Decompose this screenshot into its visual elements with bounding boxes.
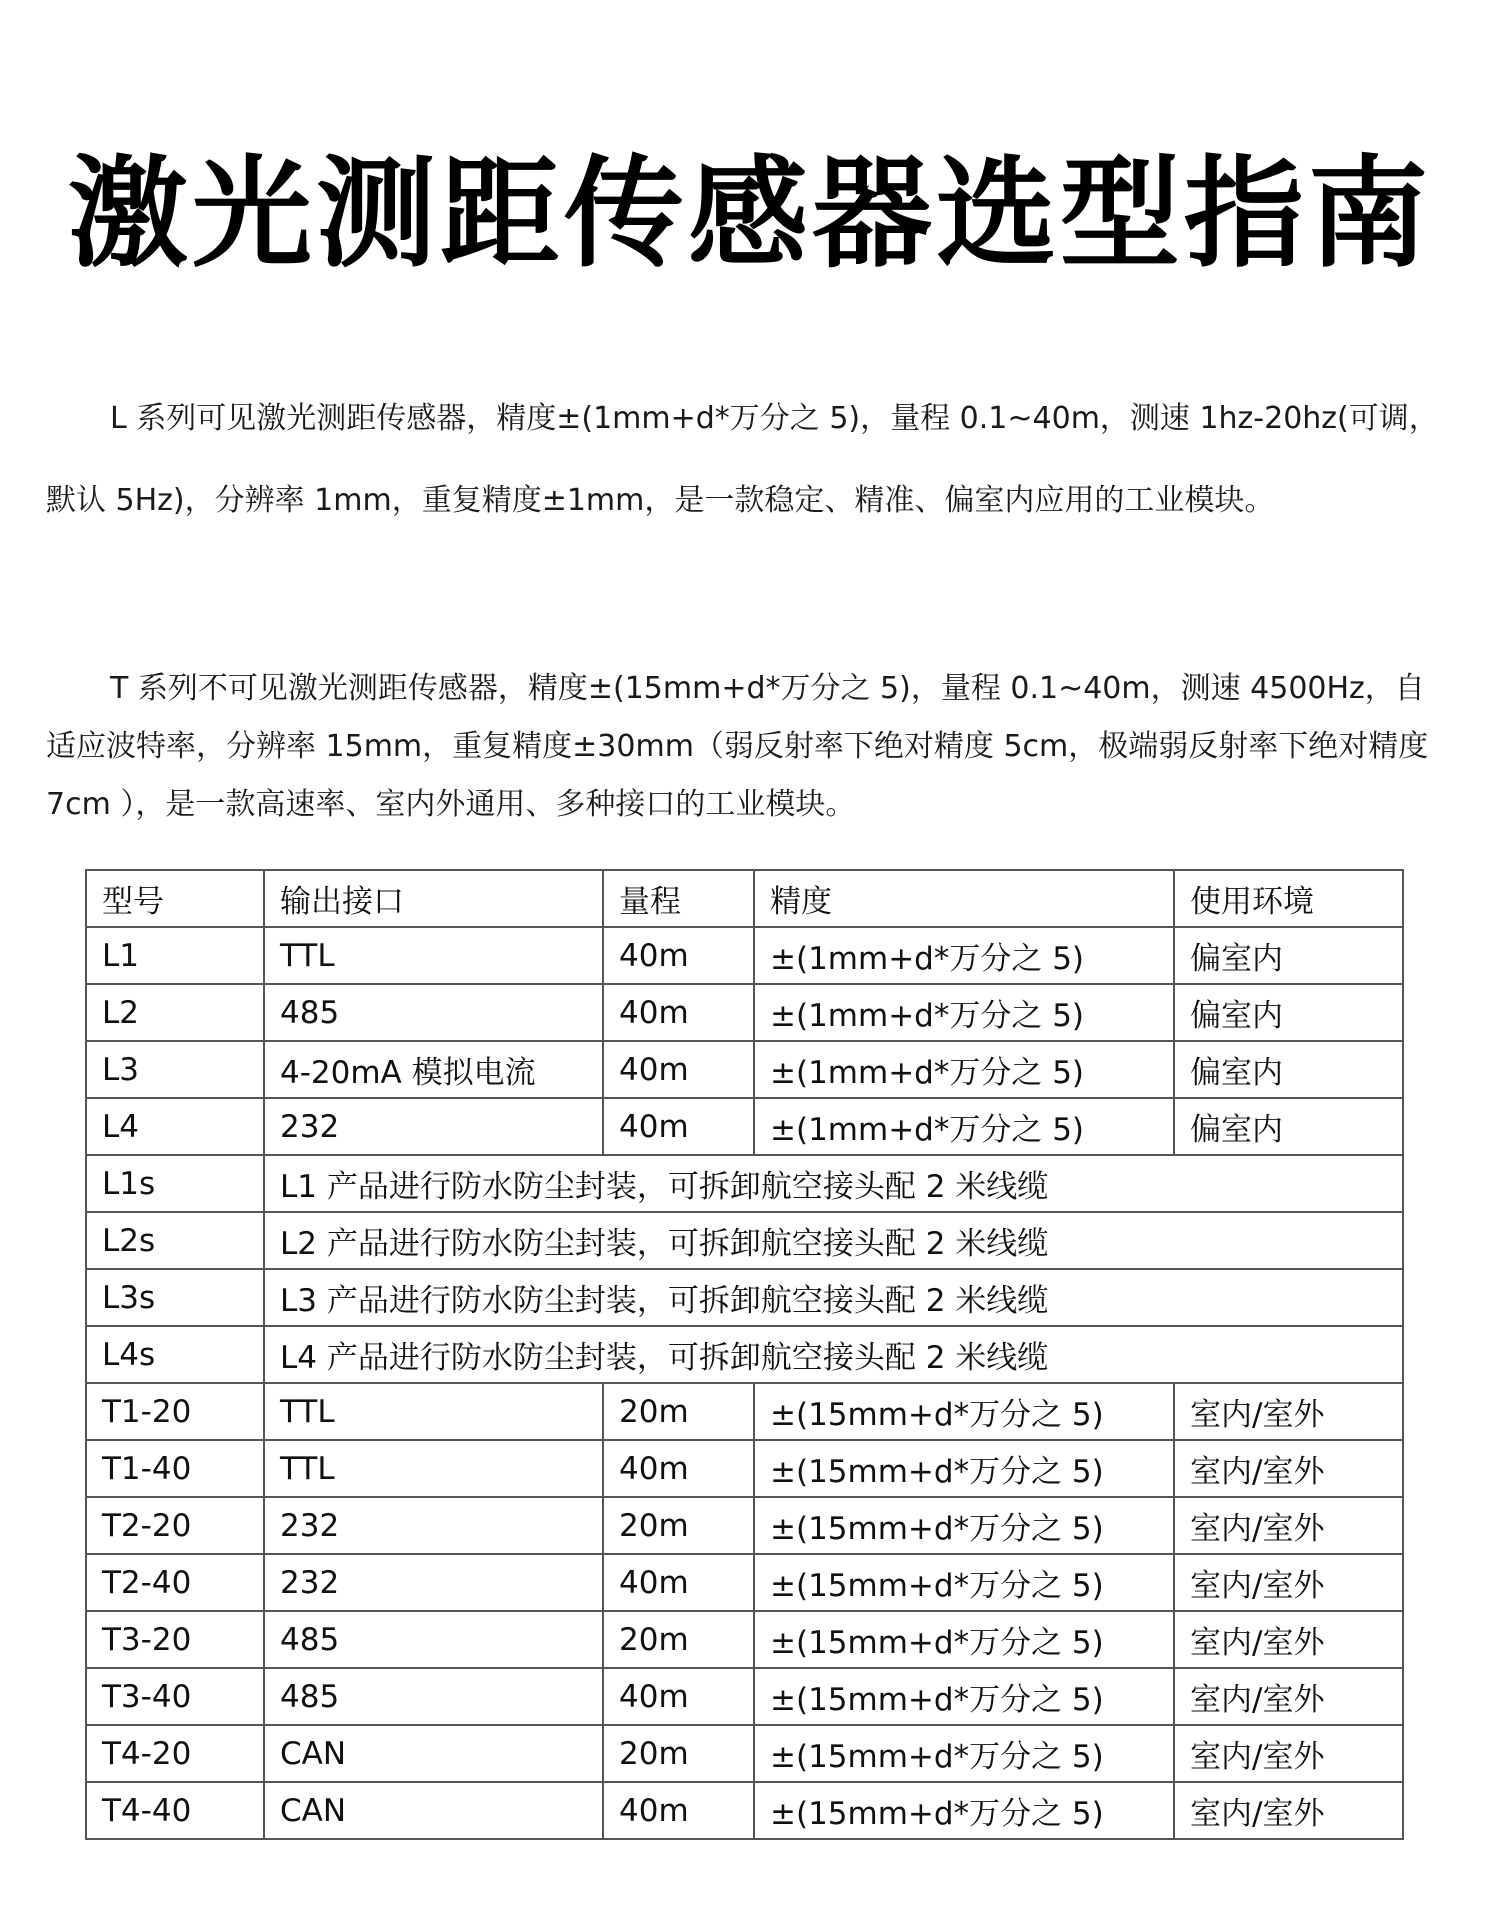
page-title: 激光测距传感器选型指南 bbox=[68, 145, 1432, 284]
cell-interface: 232 bbox=[264, 1098, 603, 1155]
table-header-row bbox=[86, 870, 1403, 927]
header-model: 型号 bbox=[86, 870, 264, 927]
cell-environment: 室内/室外 bbox=[1174, 1668, 1403, 1725]
table-row bbox=[86, 1782, 1403, 1839]
l-series-description: L 系列可见激光测距传感器，精度±(1mm+d*万分之 5)，量程 0.1~40m，测速 1hz-20hz(可调，默认 5Hz)，分辨率 1mm，重复精度±1mm，是一款稳定、精准、偏室内应用的工业模块。 bbox=[46, 401, 1439, 518]
cell-range: 40m bbox=[603, 1668, 754, 1725]
cell-note: L4 产品进行防水防尘封装，可拆卸航空接头配 2 米线缆 bbox=[264, 1326, 1403, 1383]
cell-model: T2-40 bbox=[86, 1554, 264, 1611]
cell-accuracy: ±(1mm+d*万分之 5) bbox=[754, 984, 1174, 1041]
cell-model: L2 bbox=[86, 984, 264, 1041]
table-row bbox=[86, 1326, 1403, 1383]
cell-environment: 偏室内 bbox=[1174, 1041, 1403, 1098]
header-environment: 使用环境 bbox=[1174, 870, 1403, 927]
table-row bbox=[86, 1497, 1403, 1554]
cell-interface: 485 bbox=[264, 1668, 603, 1725]
cell-range: 40m bbox=[603, 1440, 754, 1497]
cell-accuracy: ±(15mm+d*万分之 5) bbox=[754, 1782, 1174, 1839]
t-series-description: T 系列不可见激光测距传感器，精度±(15mm+d*万分之 5)，量程 0.1~40m，测速 4500Hz，自适应波特率，分辨率 15mm，重复精度±30mm（弱反射率下绝对精度 5cm，极端弱反射率下绝对精度 7cm ），是一款高速率、室内外通用、多种接口的工业模块。 bbox=[46, 671, 1429, 822]
cell-range: 40m bbox=[603, 1554, 754, 1611]
cell-model: T4-20 bbox=[86, 1725, 264, 1782]
cell-range: 40m bbox=[603, 1782, 754, 1839]
cell-interface: TTL bbox=[264, 1440, 603, 1497]
cell-note: L1 产品进行防水防尘封装，可拆卸航空接头配 2 米线缆 bbox=[264, 1155, 1403, 1212]
table-row bbox=[86, 1554, 1403, 1611]
cell-accuracy: ±(15mm+d*万分之 5) bbox=[754, 1440, 1174, 1497]
cell-model: T3-40 bbox=[86, 1668, 264, 1725]
header-interface: 输出接口 bbox=[264, 870, 603, 927]
cell-interface: 485 bbox=[264, 984, 603, 1041]
cell-model: L3s bbox=[86, 1269, 264, 1326]
table-row bbox=[86, 1041, 1403, 1098]
cell-model: L4 bbox=[86, 1098, 264, 1155]
table-row bbox=[86, 1155, 1403, 1212]
cell-model: T2-20 bbox=[86, 1497, 264, 1554]
cell-environment: 室内/室外 bbox=[1174, 1440, 1403, 1497]
cell-interface: 485 bbox=[264, 1611, 603, 1668]
cell-accuracy: ±(1mm+d*万分之 5) bbox=[754, 1098, 1174, 1155]
cell-range: 40m bbox=[603, 927, 754, 984]
cell-interface: 232 bbox=[264, 1554, 603, 1611]
cell-accuracy: ±(15mm+d*万分之 5) bbox=[754, 1383, 1174, 1440]
cell-environment: 室内/室外 bbox=[1174, 1554, 1403, 1611]
cell-range: 20m bbox=[603, 1497, 754, 1554]
selection-table bbox=[85, 869, 1404, 1840]
table-row bbox=[86, 1440, 1403, 1497]
cell-environment: 室内/室外 bbox=[1174, 1497, 1403, 1554]
cell-model: L1 bbox=[86, 927, 264, 984]
cell-model: L3 bbox=[86, 1041, 264, 1098]
cell-environment: 偏室内 bbox=[1174, 984, 1403, 1041]
cell-interface: CAN bbox=[264, 1782, 603, 1839]
cell-environment: 室内/室外 bbox=[1174, 1725, 1403, 1782]
cell-accuracy: ±(15mm+d*万分之 5) bbox=[754, 1668, 1174, 1725]
table-row bbox=[86, 1098, 1403, 1155]
cell-range: 20m bbox=[603, 1611, 754, 1668]
header-range: 量程 bbox=[603, 870, 754, 927]
table-row bbox=[86, 1611, 1403, 1668]
cell-model: L2s bbox=[86, 1212, 264, 1269]
cell-range: 40m bbox=[603, 1098, 754, 1155]
table-row bbox=[86, 927, 1403, 984]
table-row bbox=[86, 1668, 1403, 1725]
cell-accuracy: ±(15mm+d*万分之 5) bbox=[754, 1497, 1174, 1554]
cell-interface: CAN bbox=[264, 1725, 603, 1782]
cell-model: T3-20 bbox=[86, 1611, 264, 1668]
cell-accuracy: ±(1mm+d*万分之 5) bbox=[754, 927, 1174, 984]
cell-environment: 室内/室外 bbox=[1174, 1782, 1403, 1839]
cell-interface: TTL bbox=[264, 1383, 603, 1440]
cell-model: T4-40 bbox=[86, 1782, 264, 1839]
cell-environment: 室内/室外 bbox=[1174, 1383, 1403, 1440]
cell-accuracy: ±(1mm+d*万分之 5) bbox=[754, 1041, 1174, 1098]
cell-interface: 4-20mA 模拟电流 bbox=[264, 1041, 603, 1098]
cell-interface: 232 bbox=[264, 1497, 603, 1554]
cell-note: L2 产品进行防水防尘封装，可拆卸航空接头配 2 米线缆 bbox=[264, 1212, 1403, 1269]
table-row bbox=[86, 1383, 1403, 1440]
cell-environment: 室内/室外 bbox=[1174, 1611, 1403, 1668]
table-row bbox=[86, 1212, 1403, 1269]
cell-environment: 偏室内 bbox=[1174, 927, 1403, 984]
table-row bbox=[86, 1725, 1403, 1782]
cell-model: T1-40 bbox=[86, 1440, 264, 1497]
table-row bbox=[86, 984, 1403, 1041]
cell-accuracy: ±(15mm+d*万分之 5) bbox=[754, 1554, 1174, 1611]
cell-note: L3 产品进行防水防尘封装，可拆卸航空接头配 2 米线缆 bbox=[264, 1269, 1403, 1326]
cell-accuracy: ±(15mm+d*万分之 5) bbox=[754, 1611, 1174, 1668]
cell-model: T1-20 bbox=[86, 1383, 264, 1440]
cell-range: 20m bbox=[603, 1383, 754, 1440]
cell-range: 40m bbox=[603, 1041, 754, 1098]
cell-environment: 偏室内 bbox=[1174, 1098, 1403, 1155]
cell-model: L1s bbox=[86, 1155, 264, 1212]
cell-range: 40m bbox=[603, 984, 754, 1041]
cell-range: 20m bbox=[603, 1725, 754, 1782]
cell-model: L4s bbox=[86, 1326, 264, 1383]
cell-interface: TTL bbox=[264, 927, 603, 984]
table-row bbox=[86, 1269, 1403, 1326]
header-accuracy: 精度 bbox=[754, 870, 1174, 927]
cell-accuracy: ±(15mm+d*万分之 5) bbox=[754, 1725, 1174, 1782]
